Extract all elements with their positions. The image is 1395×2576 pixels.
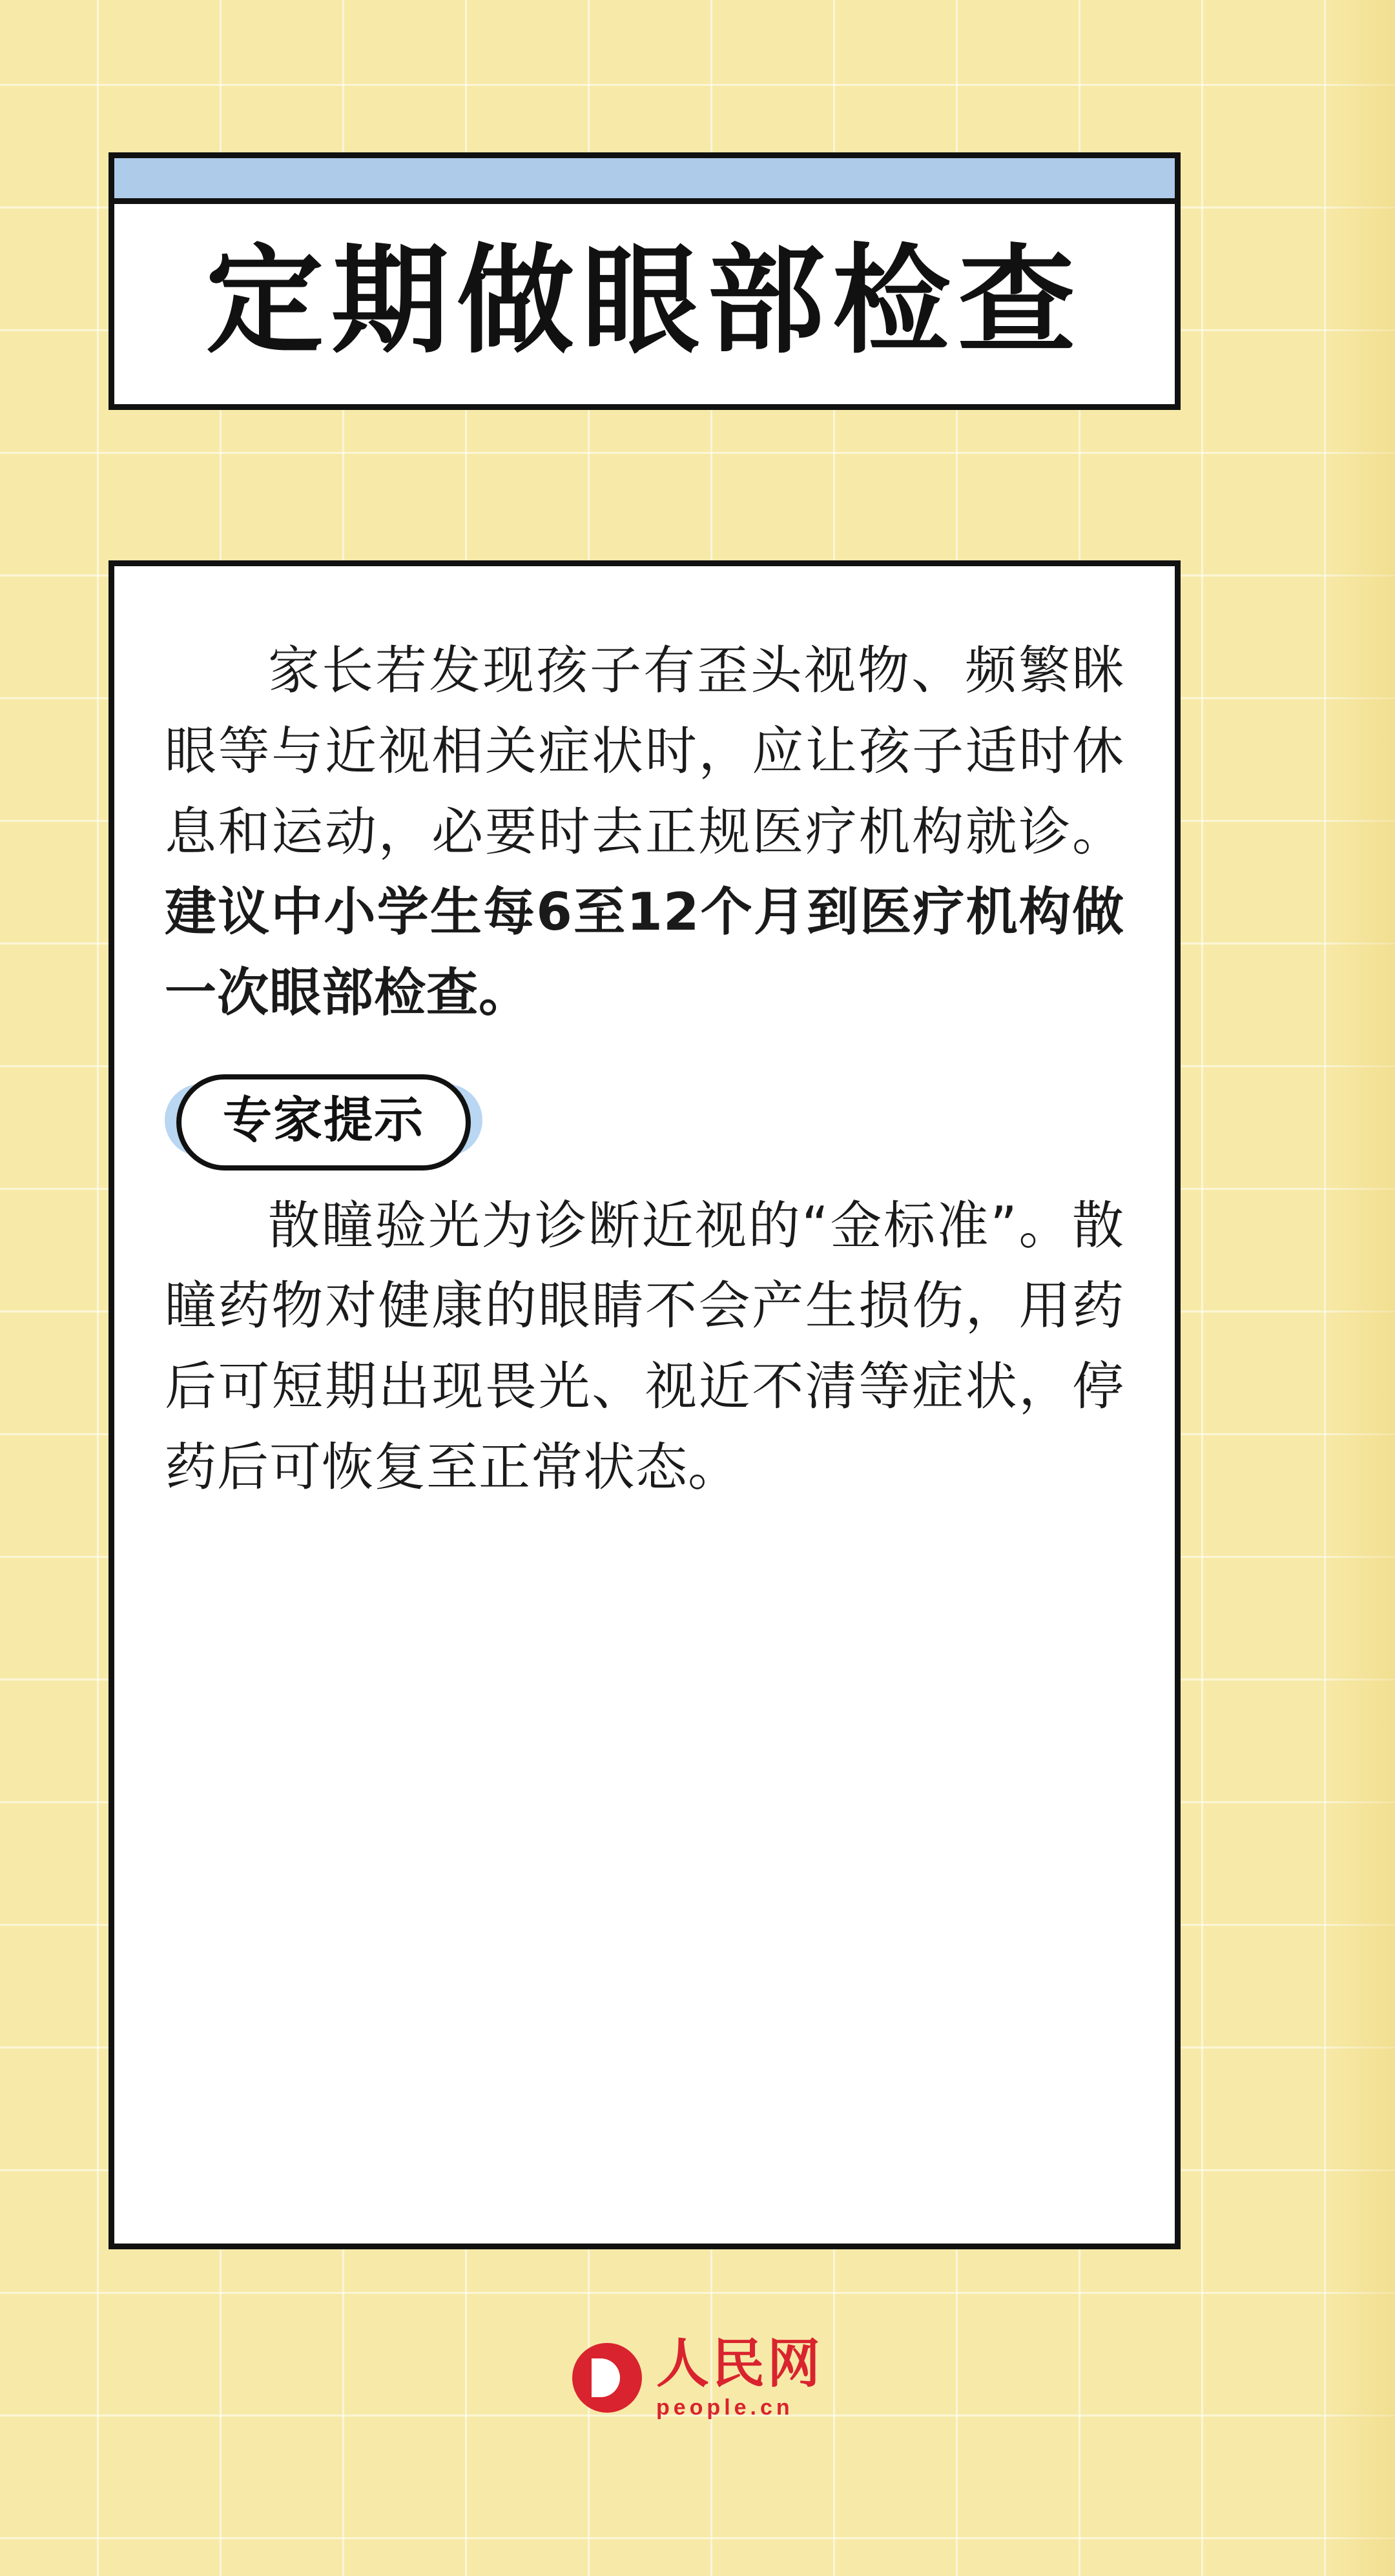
people-cn-logo — [572, 2333, 823, 2420]
content-card — [108, 560, 1181, 2249]
expert-tip-pill-outer — [165, 1084, 482, 1156]
paragraph-tip: 散瞳验光为诊断近视的“金标准”。散瞳药物对健康的眼睛不会产生损伤，用药后可短期出现畏光、视近不清等症状，停药后可恢复至正常状态。 — [165, 1195, 1124, 1497]
footer — [0, 2333, 1395, 2420]
title-card — [108, 152, 1181, 410]
people-logo-icon — [572, 2343, 642, 2413]
expert-tip-label: 专家提示 — [176, 1074, 471, 1170]
paragraph-primary-bold: 建议中小学生每6至12个月到医疗机构做一次眼部检查。 — [165, 882, 1124, 1023]
logo-chinese-name: 人民网 — [656, 2333, 823, 2395]
page-title: 定期做眼部检查 — [206, 231, 1083, 369]
logo-text-group — [656, 2333, 823, 2420]
logo-domain: people.cn — [656, 2395, 794, 2420]
title-accent-bar — [114, 158, 1175, 204]
expert-tip-badge — [165, 1084, 1124, 1156]
paragraph-primary-normal: 家长若发现孩子有歪头视物、频繁眯眼等与近视相关症状时，应让孩子适时休息和运动，必要时去正规医疗机构就诊。 — [165, 640, 1124, 862]
paragraph-primary — [165, 631, 1124, 1034]
